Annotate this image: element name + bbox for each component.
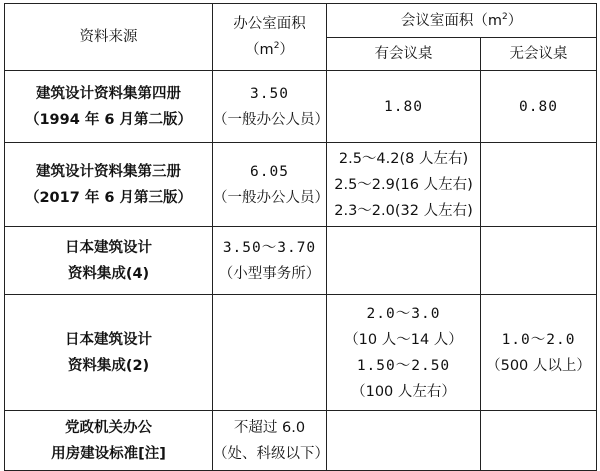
header-office-unit: $(m^2)$ — [245, 41, 294, 58]
with-table-cell — [327, 295, 481, 411]
source-cell — [5, 411, 213, 471]
office-value: 3.50～3.70 — [222, 239, 317, 256]
table-row — [5, 227, 597, 295]
office-value: 不超过 6.0 — [233, 419, 306, 436]
office-note: （处、科级以下） — [213, 445, 329, 462]
table-row — [5, 71, 597, 143]
with-table-value: 1.80 — [384, 98, 423, 115]
with-table-cell — [327, 71, 481, 143]
table-row — [5, 411, 597, 471]
source-cell — [5, 71, 213, 143]
with-table-value: 2.3～2.0(32 人左右) — [334, 202, 473, 219]
without-table-cell — [481, 71, 597, 143]
without-table-cell — [481, 227, 597, 295]
header-office-title: 办公室面积 — [233, 16, 306, 32]
with-table-note: （100 人左右） — [351, 383, 456, 400]
without-table-value: 1.0～2.0 — [501, 331, 576, 348]
source-line: 党政机关办公 — [65, 419, 152, 436]
source-line: 资料集成(2) — [67, 357, 150, 374]
without-table-cell — [481, 143, 597, 227]
header-without-table: 无会议桌 — [481, 38, 597, 71]
with-table-cell — [327, 143, 481, 227]
source-cell — [5, 143, 213, 227]
with-table-value: 2.5～2.9(16 人左右) — [334, 176, 473, 193]
with-table-value: 2.0～3.0 — [366, 305, 441, 322]
header-source: 资料来源 — [5, 4, 213, 71]
source-cell — [5, 227, 213, 295]
without-table-value: 0.80 — [519, 98, 558, 115]
office-cell — [213, 71, 327, 143]
office-note: （一般办公人员） — [213, 189, 329, 206]
header-with-table: 有会议桌 — [327, 38, 481, 71]
header-meeting-area: 会议室面积$(m^2)$ — [327, 4, 597, 38]
source-line: （1994 年 6 月第二版） — [24, 111, 193, 128]
source-line: 建筑设计资料集第四册 — [36, 85, 181, 102]
source-line: 资料集成(4) — [67, 265, 150, 282]
without-table-note: （500 人以上） — [486, 357, 591, 374]
office-note: （小型事务所） — [218, 265, 321, 282]
table-row — [5, 143, 597, 227]
source-line: （2017 年 6 月第三版） — [24, 189, 193, 206]
office-cell — [213, 143, 327, 227]
office-cell — [213, 411, 327, 471]
office-value: 6.05 — [250, 163, 289, 180]
office-cell — [213, 227, 327, 295]
with-table-value: 2.5～4.2(8 人左右) — [338, 150, 469, 167]
with-table-note: （10 人～14 人） — [344, 331, 463, 348]
table-row — [5, 295, 597, 411]
source-line: 日本建筑设计 — [65, 331, 152, 348]
without-table-cell — [481, 295, 597, 411]
office-cell — [213, 295, 327, 411]
without-table-cell — [481, 411, 597, 471]
source-line: 建筑设计资料集第三册 — [36, 163, 181, 180]
source-cell — [5, 295, 213, 411]
office-note: （一般办公人员） — [213, 111, 329, 128]
source-line: 日本建筑设计 — [65, 239, 152, 256]
with-table-value: 1.50～2.50 — [356, 357, 451, 374]
source-line: 用房建设标准[注] — [51, 445, 166, 462]
header-row — [5, 4, 597, 38]
area-standards-table — [4, 3, 597, 471]
with-table-cell — [327, 411, 481, 471]
header-office-area — [213, 4, 327, 71]
with-table-cell — [327, 227, 481, 295]
office-value: 3.50 — [250, 85, 289, 102]
